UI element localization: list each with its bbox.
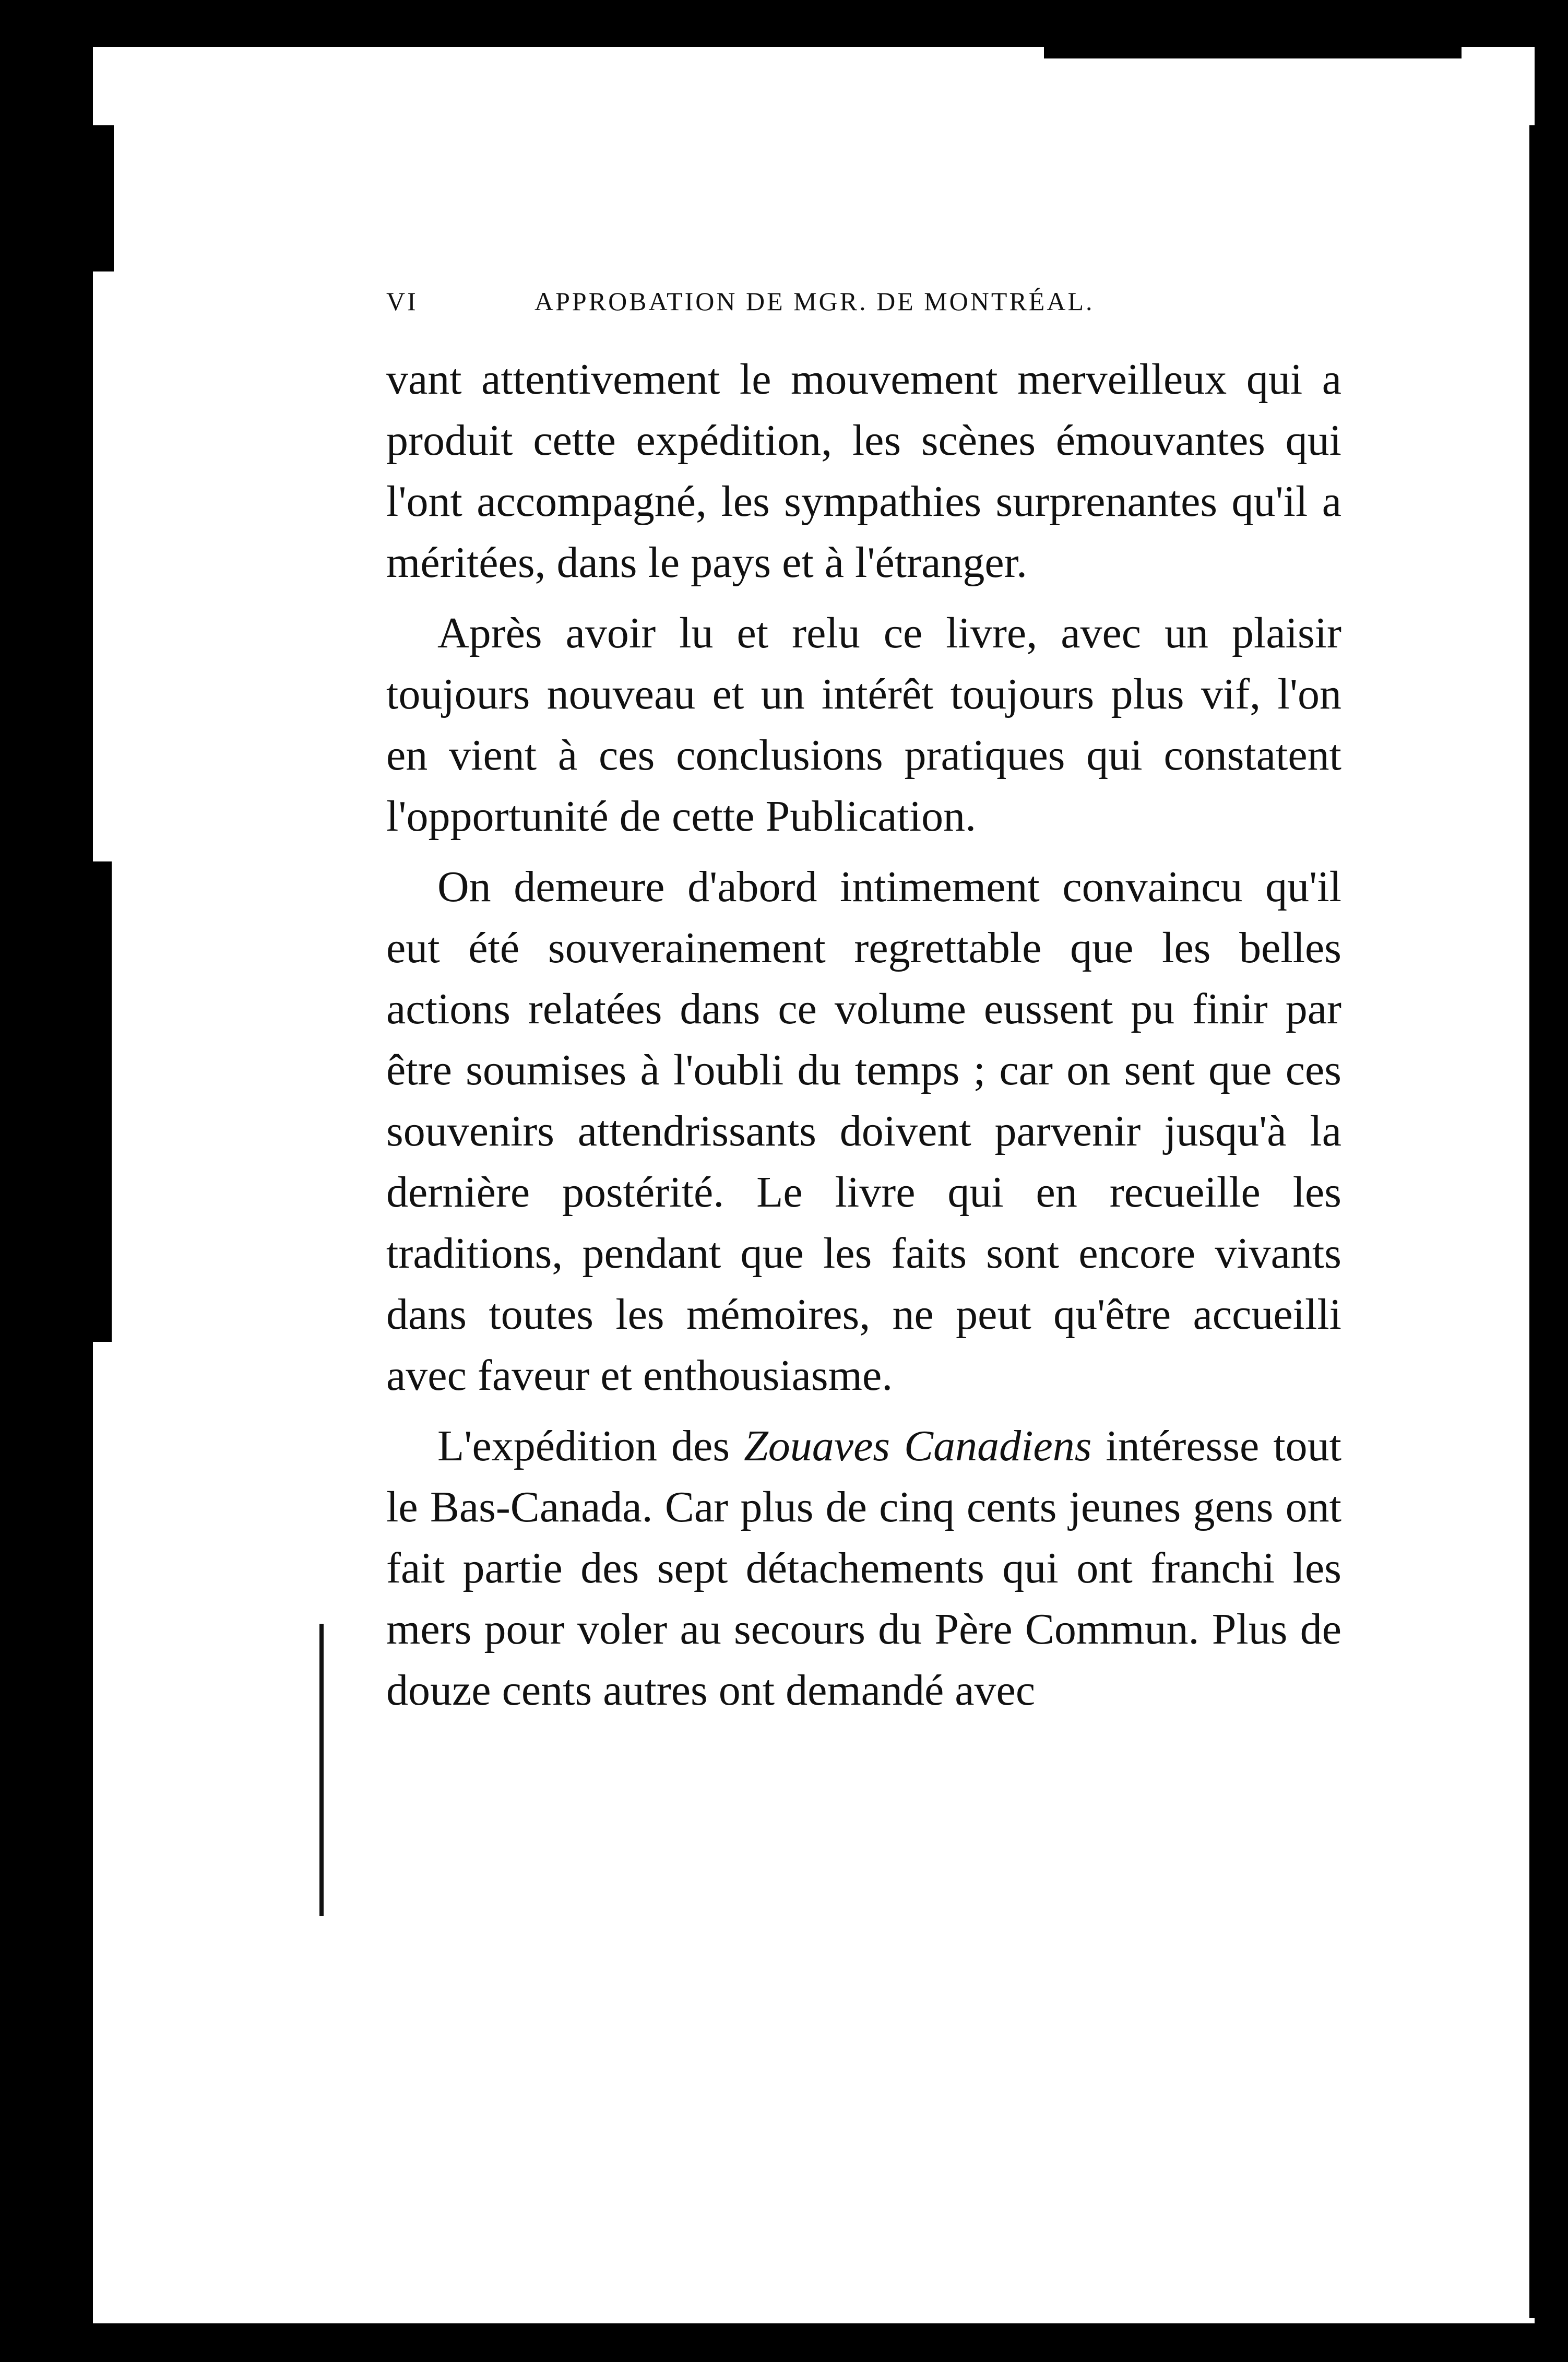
page-number: VI [386, 287, 418, 316]
running-head [386, 286, 1232, 328]
paragraph-3: On demeure d'abord intimement convaincu qu'il eut été souverainement regrettable que les belles actions relatées dans ce volume eussent pu finir par être soumises à l'oubli du temps ; car on sent que ces souvenirs attendrissants doivent parvenir jusqu'à la dernière postérité. Le livre qui en recueille les traditions, pendant que les faits sont encore vivants dans toutes les mémoires, ne peut qu'être accueilli avec faveur et enthousiasme. [386, 863, 1341, 1400]
paragraph-4-rest: intéresse tout le Bas-Canada. Car plus de cinq cents jeunes gens ont fait partie des sept détachements qui ont franchi les mers pour voler au secours du Père Commun. Plus de douze cents autres ont demandé avec [386, 1422, 1342, 1715]
paragraph-4 [386, 1415, 1341, 1721]
zouaves-canadiens-italic: Zouaves Canadiens [744, 1422, 1092, 1470]
scan-edge-left-lower [93, 861, 112, 1342]
scan-edge-bottom [940, 2329, 1462, 2340]
scan-edge-left-upper [93, 125, 114, 271]
scan-edge-right [1529, 125, 1568, 2318]
paragraph-2: Après avoir lu et relu ce livre, avec un plaisir toujours nouveau et un intérêt toujours plus vif, l'on en vient à ces conclusions pratiques qui constatent l'opportunité de cette Publication. [386, 609, 1341, 841]
body-text [386, 349, 1341, 1721]
scan-edge-top [1044, 41, 1462, 58]
paragraph-4-start: L'expédition des [437, 1422, 744, 1470]
running-head-title: APPROBATION DE MGR. DE MONTRÉAL. [534, 287, 1095, 316]
paragraph-1: vant attentivement le mouvement merveilleux qui a produit cette expédition, les scènes émouvantes qui l'ont accompagné, les sympathies surprenantes qu'il a méritées, dans le pays et à l'étranger. [386, 355, 1341, 587]
margin-pencil-mark [319, 1624, 324, 1916]
